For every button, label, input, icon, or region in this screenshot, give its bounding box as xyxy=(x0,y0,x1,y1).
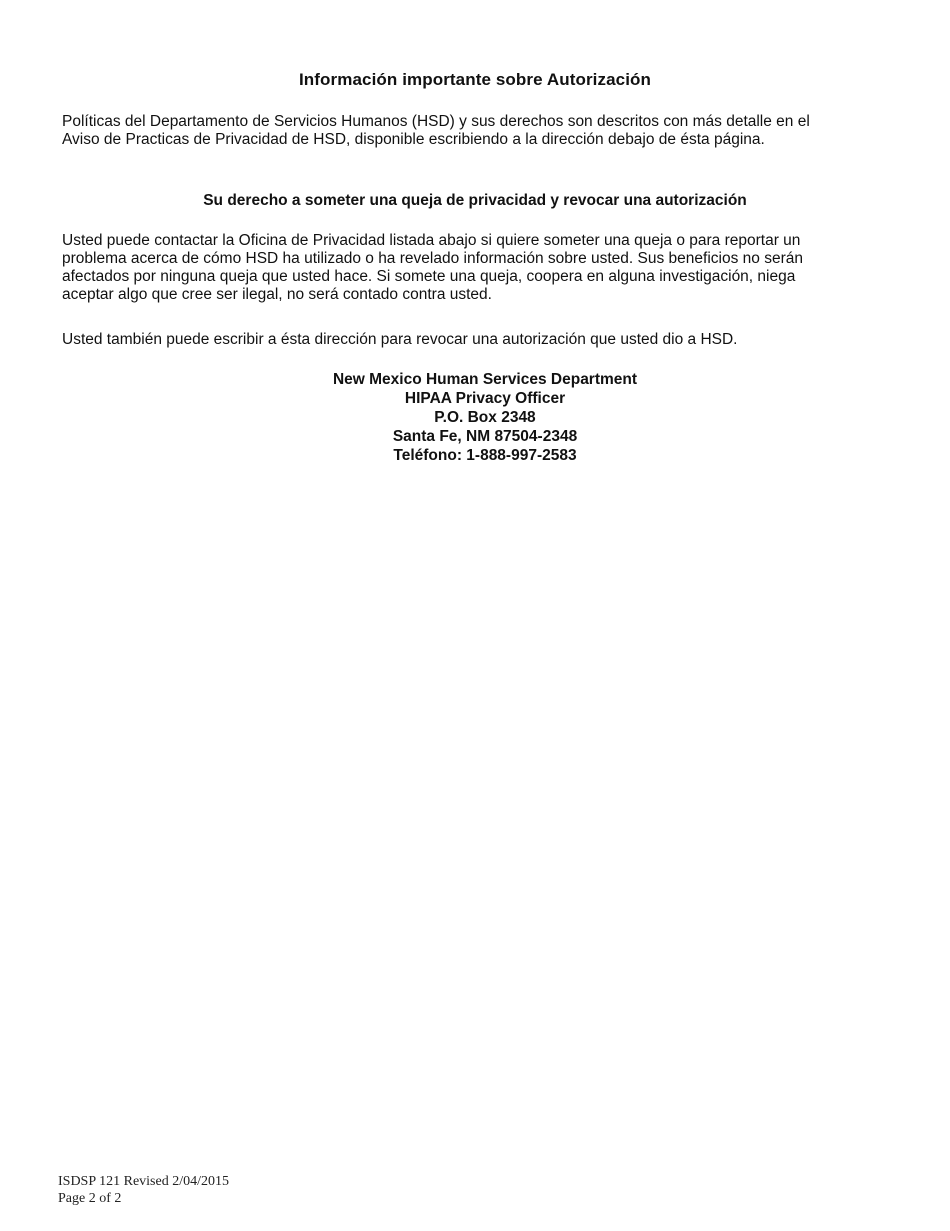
complaint-line: afectados por ninguna queja que usted hace. Si somete una queja, coopera en alguna investigación, niega xyxy=(62,268,796,285)
section-heading: Su derecho a someter una queja de privacidad y revocar una autorización xyxy=(203,192,747,209)
complaint-line: Usted puede contactar la Oficina de Privacidad listada abajo si quiere someter una queja o para reportar un xyxy=(62,232,801,249)
address-box: P.O. Box 2348 xyxy=(434,409,536,426)
footer xyxy=(58,1173,229,1207)
complaint-line: aceptar algo que cree ser ilegal, no será contado contra usted. xyxy=(62,286,492,303)
page-number: Page 2 of 2 xyxy=(58,1191,122,1206)
complaint-paragraph xyxy=(62,232,897,304)
complaint-line: problema acerca de cómo HSD ha utilizado o ha revelado información sobre usted. Sus beneficios no serán xyxy=(62,250,803,267)
intro-line: Políticas del Departamento de Servicios Humanos (HSD) y sus derechos son descritos con más detalle en el xyxy=(62,113,810,130)
revoke-paragraph: Usted también puede escribir a ésta dirección para revocar una autorización que usted dio a HSD. xyxy=(62,331,738,348)
intro-paragraph xyxy=(62,113,897,149)
address-block xyxy=(230,370,740,465)
address-city: Santa Fe, NM 87504-2348 xyxy=(392,428,578,445)
document-title: Información importante sobre Autorización xyxy=(298,70,651,89)
intro-line: Aviso de Practicas de Privacidad de HSD, disponible escribiendo a la dirección debajo de ésta página. xyxy=(62,131,765,148)
address-phone: Teléfono: 1-888-997-2583 xyxy=(393,447,577,464)
address-officer: HIPAA Privacy Officer xyxy=(404,390,566,407)
address-org: New Mexico Human Services Department xyxy=(332,371,638,388)
form-id: ISDSP 121 Revised 2/04/2015 xyxy=(58,1174,229,1189)
